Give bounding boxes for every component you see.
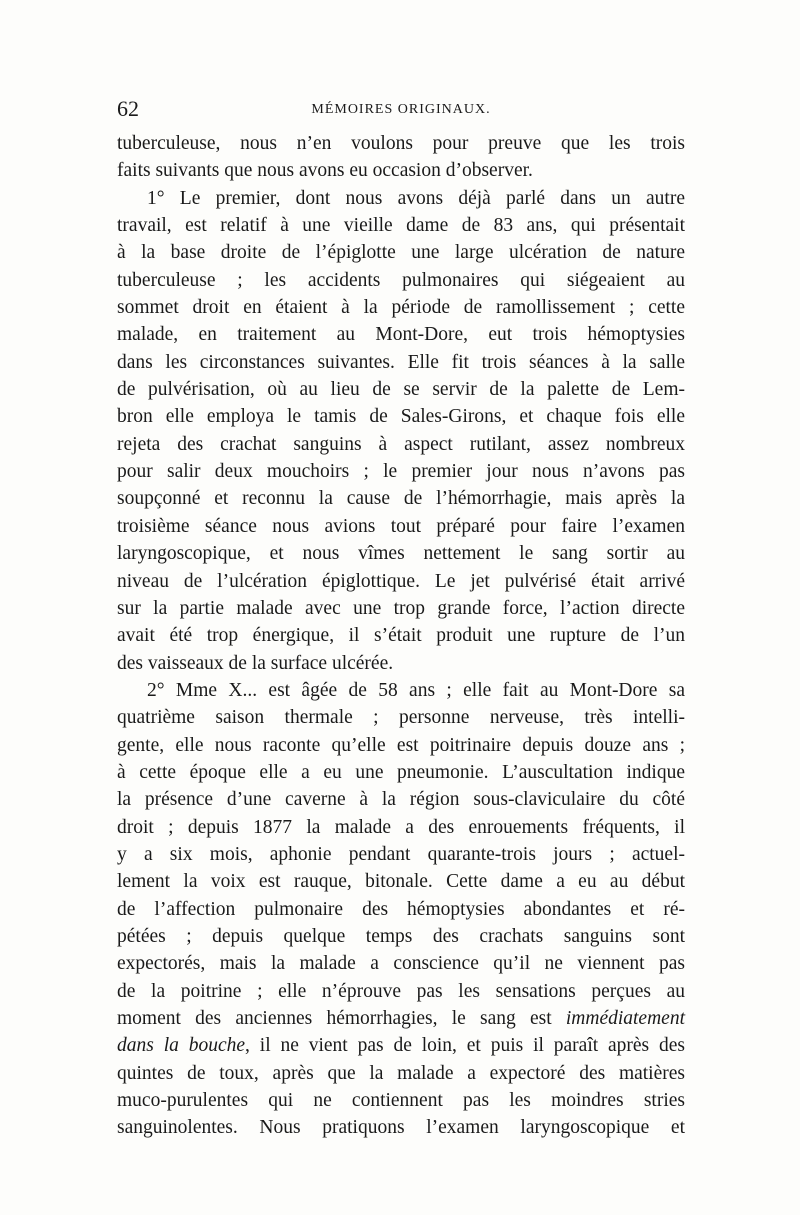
text-line: malade, en traitement au Mont-Dore, eut trois hémoptysies — [117, 324, 685, 346]
italic-text: dans la bouche — [117, 1035, 246, 1057]
text-line: troisième séance nous avions tout préparé pour faire l’examen — [117, 515, 685, 537]
text-line: niveau de l’ulcération épiglottique. Le jet pulvérisé était arrivé — [117, 570, 685, 592]
text-line: des vaisseaux de la surface ulcérée. — [117, 652, 394, 674]
text-line: quatrième saison thermale ; personne nerveuse, très intelli- — [117, 707, 685, 729]
text-line: avait été trop énergique, il s’était produit une rupture de l’un — [117, 625, 685, 647]
text-line: tuberculeuse ; les accidents pulmonaires qui siégeaient au — [117, 269, 685, 291]
text-line: la présence d’une caverne à la région sous-claviculaire du côté — [117, 789, 685, 811]
text-line: de l’affection pulmonaire des hémoptysies abondantes et ré- — [117, 898, 685, 920]
text-line: muco-purulentes qui ne contiennent pas les moindres stries — [117, 1090, 685, 1112]
text-line: dans les circonstances suivantes. Elle fit trois séances à la salle — [117, 351, 685, 373]
text-line: lement la voix est rauque, bitonale. Cette dame a eu au début — [117, 871, 685, 893]
italic-text: immédiatement — [565, 1008, 685, 1029]
text-line: gente, elle nous raconte qu’elle est poitrinaire depuis douze ans ; — [117, 734, 685, 756]
running-title: MÉMOIRES ORIGINAUX. — [311, 102, 491, 117]
text-line: bron elle employa le tamis de Sales-Girons, et chaque fois elle — [117, 406, 685, 428]
text-line: sommet droit en étaient à la période de ramollissement ; cette — [117, 297, 685, 319]
text-line: 1° Le premier, dont nous avons déjà parlé dans un autre — [147, 187, 685, 209]
text-line: soupçonné et reconnu la cause de l’hémorrhagie, mais après la — [117, 488, 685, 510]
page-number: 62 — [117, 96, 139, 121]
text-line — [117, 1032, 685, 1059]
body-text — [117, 130, 685, 1142]
text-line: y a six mois, aphonie pendant quarante-trois jours ; actuel- — [117, 843, 685, 865]
text-line: de pulvérisation, où au lieu de se servir de la palette de Lem- — [117, 379, 685, 401]
text-line: sanguinolentes. Nous pratiquons l’examen laryngoscopique et — [117, 1117, 685, 1139]
text-line: à cette époque elle a eu une pneumonie. L’auscultation indique — [117, 761, 685, 783]
text-line: à la base droite de l’épiglotte une large ulcération de nature — [117, 242, 685, 264]
text-line: faits suivants que nous avons eu occasion d’observer. — [117, 160, 533, 182]
text-line: tuberculeuse, nous n’en voulons pour preuve que les trois — [117, 133, 685, 154]
text-line: 2° Mme X... est âgée de 58 ans ; elle fait au Mont-Dore sa — [147, 679, 685, 701]
text-line: expectorés, mais la malade a conscience qu’il ne viennent pas — [117, 953, 685, 975]
text-line: pétées ; depuis quelque temps des crachats sanguins sont — [117, 925, 685, 947]
text-line: travail, est relatif à une vieille dame de 83 ans, qui présentait — [117, 215, 685, 237]
running-header — [117, 94, 685, 124]
text-line: sur la partie malade avec une trop grande force, l’action directe — [117, 597, 685, 619]
text-segment: , il ne vient pas de loin, et puis il paraît après des — [245, 1035, 686, 1057]
text-line: pour salir deux mouchoirs ; le premier jour nous n’avons pas — [117, 461, 685, 483]
text-line: droit ; depuis 1877 la malade a des enrouements fréquents, il — [117, 816, 685, 838]
text-line: quintes de toux, après que la malade a expectoré des matières — [117, 1062, 685, 1084]
text-line: de la poitrine ; elle n’éprouve pas les sensations perçues au — [117, 980, 685, 1002]
text-line: laryngoscopique, et nous vîmes nettement le sang sortir au — [117, 543, 685, 565]
text-line: rejeta des crachat sanguins à aspect rutilant, assez nombreux — [117, 433, 685, 455]
text-line — [117, 1005, 685, 1032]
text-segment: moment des anciennes hémorrhagies, le sang est — [117, 1008, 552, 1029]
